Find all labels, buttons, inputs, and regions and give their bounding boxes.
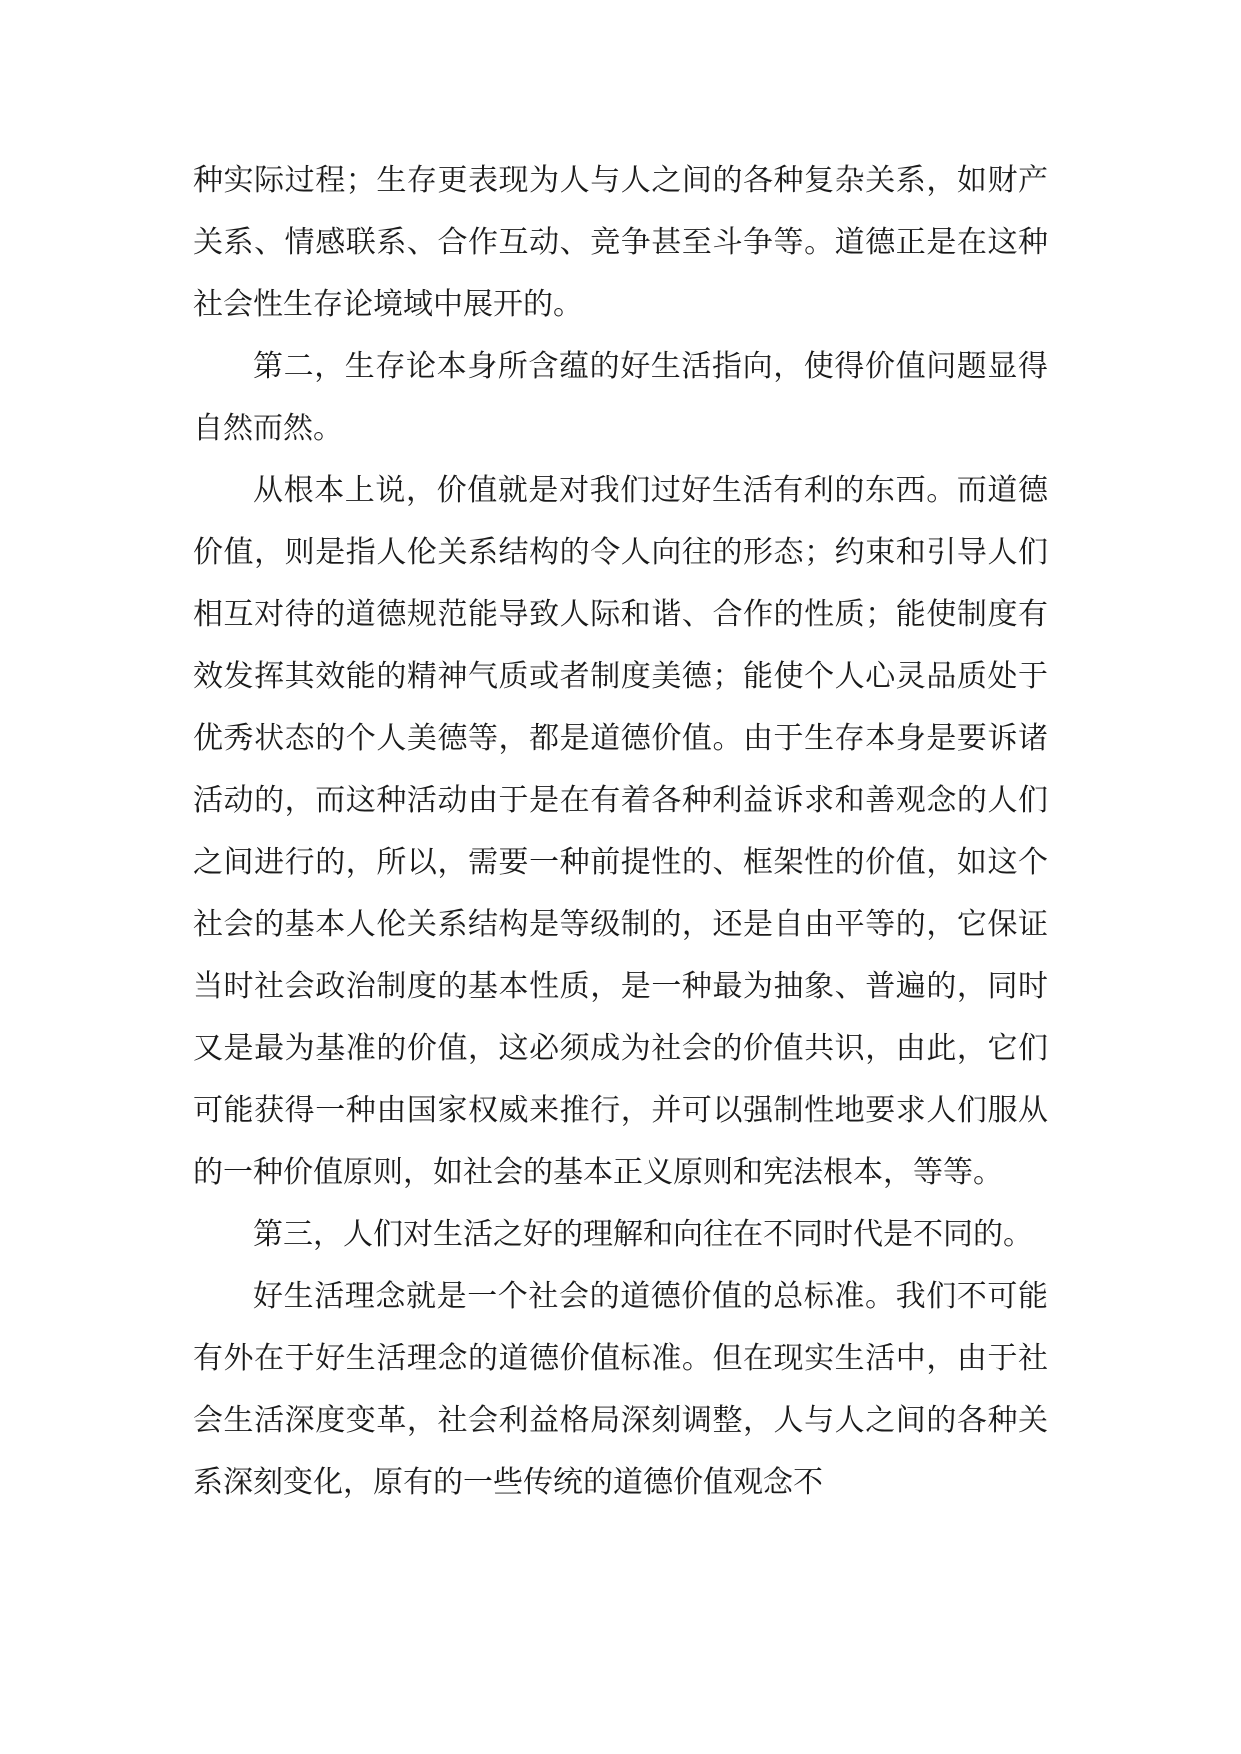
paragraph-good-life-standard: 好生活理念就是一个社会的道德价值的总标准。我们不可能有外在于好生活理念的道德价值标准。但在现实生活中，由于社会生活深度变革，社会利益格局深刻调整，人与人之间的各种关系深刻变化，原有的一些传统的道德价值观念不 [193, 1279, 1048, 1500]
paragraph-value-explanation: 从根本上说，价值就是对我们过好生活有利的东西。而道德价值，则是指人伦关系结构的令人向往的形态；约束和引导人们相互对待的道德规范能导致人际和谐、合作的性质；能使制度有效发挥其效能的精神气质或者制度美德；能使个人心灵品质处于优秀状态的个人美德等，都是道德价值。由于生存本身是要诉诸活动的，而这种活动由于是在有着各种利益诉求和善观念的人们之间进行的，所以，需要一种前提性的、框架性的价值，如这个社会的基本人伦关系结构是等级制的，还是自由平等的，它保证当时社会政治制度的基本性质，是一种最为抽象、普遍的，同时又是最为基准的价值，这必须成为社会的价值共识，由此，它们可能获得一种由国家权威来推行，并可以强制性地要求人们服从的一种价值原则，如社会的基本正义原则和宪法根本，等等。 [193, 473, 1048, 1190]
document-page [193, 150, 1048, 1514]
paragraph-point-three: 第三，人们对生活之好的理解和向往在不同时代是不同的。 [253, 1217, 1033, 1252]
paragraph-continuation: 种实际过程；生存更表现为人与人之间的各种复杂关系，如财产关系、情感联系、合作互动、竞争甚至斗争等。道德正是在这种社会性生存论境域中展开的。 [193, 163, 1048, 322]
paragraph-point-two: 第二，生存论本身所含蕴的好生活指向，使得价值问题显得自然而然。 [193, 349, 1048, 446]
